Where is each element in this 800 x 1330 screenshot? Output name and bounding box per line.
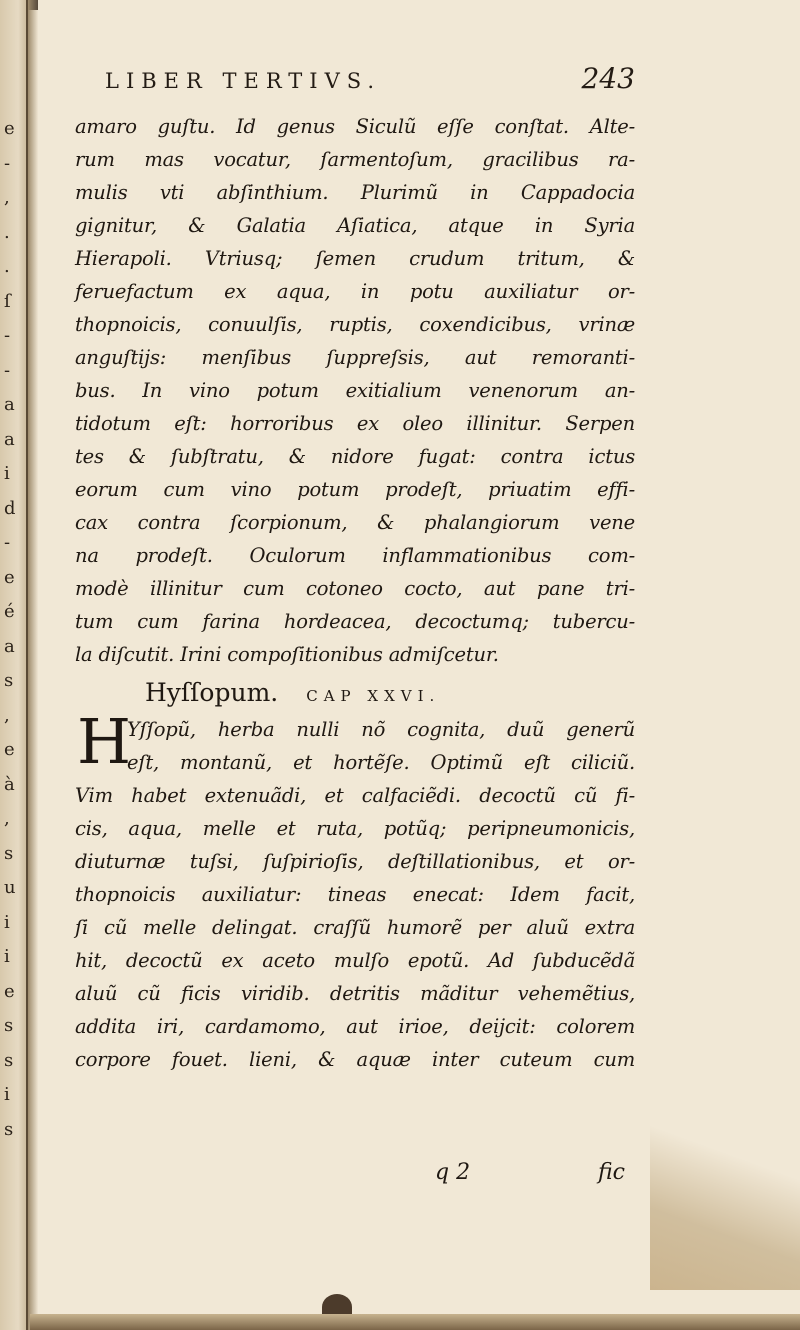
- margin-mark: -: [4, 359, 11, 381]
- text-line: diuturnæ tuſsi, ſuſpirioſis, deſtillationibus, et or-: [75, 850, 635, 873]
- margin-mark: -: [4, 152, 11, 174]
- text-line: mulis vti abſinthium. Plurimũ in Cappadocia: [75, 181, 635, 204]
- page-corner-curl: [650, 1070, 800, 1290]
- facing-page-margin: [0, 0, 28, 1330]
- running-head-title: LIBER TERTIVS.: [105, 69, 382, 93]
- text-line: amaro guſtu. Id genus Siculũ eſſe conſtat. Alte-: [75, 115, 635, 138]
- text-line: tidotum eſt: horroribus ex oleo illinitur. Serpen: [75, 412, 635, 435]
- margin-mark: .: [4, 221, 10, 243]
- margin-mark: é: [4, 601, 15, 622]
- margin-mark: s: [4, 842, 14, 864]
- main-text-block: [75, 110, 635, 1076]
- text-line: eſt, montanũ, et hortẽſe. Optimũ eſt ciliciũ.: [127, 751, 635, 774]
- margin-mark: i: [4, 463, 10, 484]
- text-line: feruefactum ex aqua, in potu auxiliatur or-: [75, 280, 635, 303]
- text-line: Vim habet extenuãdi, et calfaciẽdi. decoctũ cũ fi-: [75, 784, 635, 807]
- text-line: anguſtijs: menſibus ſuppreſsis, aut remoranti-: [75, 346, 635, 369]
- page-footer: [435, 1160, 625, 1185]
- margin-mark: ,: [4, 704, 10, 726]
- text-line: thopnoicis auxiliatur: tineas enecat: Idem facit,: [75, 883, 635, 906]
- text-line: cax contra ſcorpionum, & phalangiorum vene: [75, 511, 635, 534]
- text-line: cis, aqua, melle et ruta, potũq; peripneumonicis,: [75, 817, 635, 840]
- margin-mark: e: [4, 118, 15, 139]
- text-line: tes & ſubſtratu, & nidore fugat: contra ictus: [75, 445, 635, 468]
- margin-mark: à: [4, 773, 15, 795]
- text-line: Hierapoli. Vtriusq; ſemen crudum tritum, &: [75, 247, 635, 270]
- margin-mark: u: [4, 877, 16, 898]
- folio-number: 243: [581, 62, 635, 95]
- text-line: thopnoicis, conuulſis, ruptis, coxendicibus, vrinæ: [75, 313, 635, 336]
- margin-mark: e: [4, 566, 15, 588]
- signature-mark: q 2: [435, 1160, 471, 1185]
- margin-mark: ,: [4, 187, 10, 208]
- catchword: fic: [598, 1160, 625, 1185]
- text-line: gignitur, & Galatia Aſiatica, atque in Syria: [75, 214, 635, 237]
- margin-mark: e: [4, 739, 15, 760]
- margin-mark: i: [4, 911, 10, 933]
- margin-mark: ,: [4, 808, 10, 829]
- text-line: Yſſopũ, herba nulli nõ cognita, duũ generũ: [127, 718, 635, 741]
- chapter-title: Hyſſopum.: [145, 678, 279, 707]
- margin-mark: s: [4, 1049, 14, 1071]
- text-line: bus. In vino potum exitialium venenorum an-: [75, 379, 635, 402]
- gutter-shadow: [28, 0, 38, 1330]
- text-line: la diſcutit. Irini compoſitionibus admiſcetur.: [75, 643, 499, 666]
- paragraph-hyssopum: [75, 705, 635, 1076]
- margin-mark: .: [4, 256, 10, 277]
- paragraph-previous-chapter: [75, 110, 635, 671]
- margin-mark: d: [4, 497, 16, 519]
- page-bottom-edge: [30, 1314, 800, 1330]
- margin-mark: i: [4, 946, 10, 967]
- margin-mark: -: [4, 325, 11, 346]
- margin-mark: a: [4, 428, 15, 450]
- chapter-heading: [75, 673, 635, 713]
- drop-cap-initial: H: [77, 705, 132, 778]
- text-line: ſi cũ melle delingat. craſſũ humorẽ per aluũ extra: [75, 916, 635, 939]
- margin-mark: e: [4, 980, 15, 1002]
- margin-mark: ſ: [4, 290, 11, 312]
- margin-mark: i: [4, 1084, 10, 1105]
- chapter-number: CAP XXVI.: [306, 687, 441, 705]
- margin-mark: s: [4, 1118, 14, 1140]
- text-line: na prodeſt. Oculorum inflammationibus com-: [75, 544, 635, 567]
- text-line: corpore fouet. lieni, & aquæ inter cuteum cum: [75, 1048, 635, 1071]
- margin-mark: -: [4, 532, 11, 553]
- text-line: tum cum farina hordeacea, decoctumq; tubercu-: [75, 610, 635, 633]
- running-head: [105, 62, 635, 95]
- margin-mark: a: [4, 635, 15, 657]
- text-line: eorum cum vino potum prodeſt, priuatim effi-: [75, 478, 635, 501]
- text-line: rum mas vocatur, ſarmentoſum, gracilibus ra-: [75, 148, 635, 171]
- text-line: hit, decoctũ ex aceto mulſo epotũ. Ad ſubducẽdã: [75, 949, 635, 972]
- text-line: aluũ cũ ficis viridib. detritis mãditur vehemẽtius,: [75, 982, 635, 1005]
- text-line: addita iri, cardamomo, aut irioe, deijcit: colorem: [75, 1015, 635, 1038]
- margin-mark: s: [4, 1015, 14, 1036]
- margin-mark: a: [4, 394, 15, 415]
- text-line: modè illinitur cum cotoneo cocto, aut pane tri-: [75, 577, 635, 600]
- margin-mark: s: [4, 670, 14, 691]
